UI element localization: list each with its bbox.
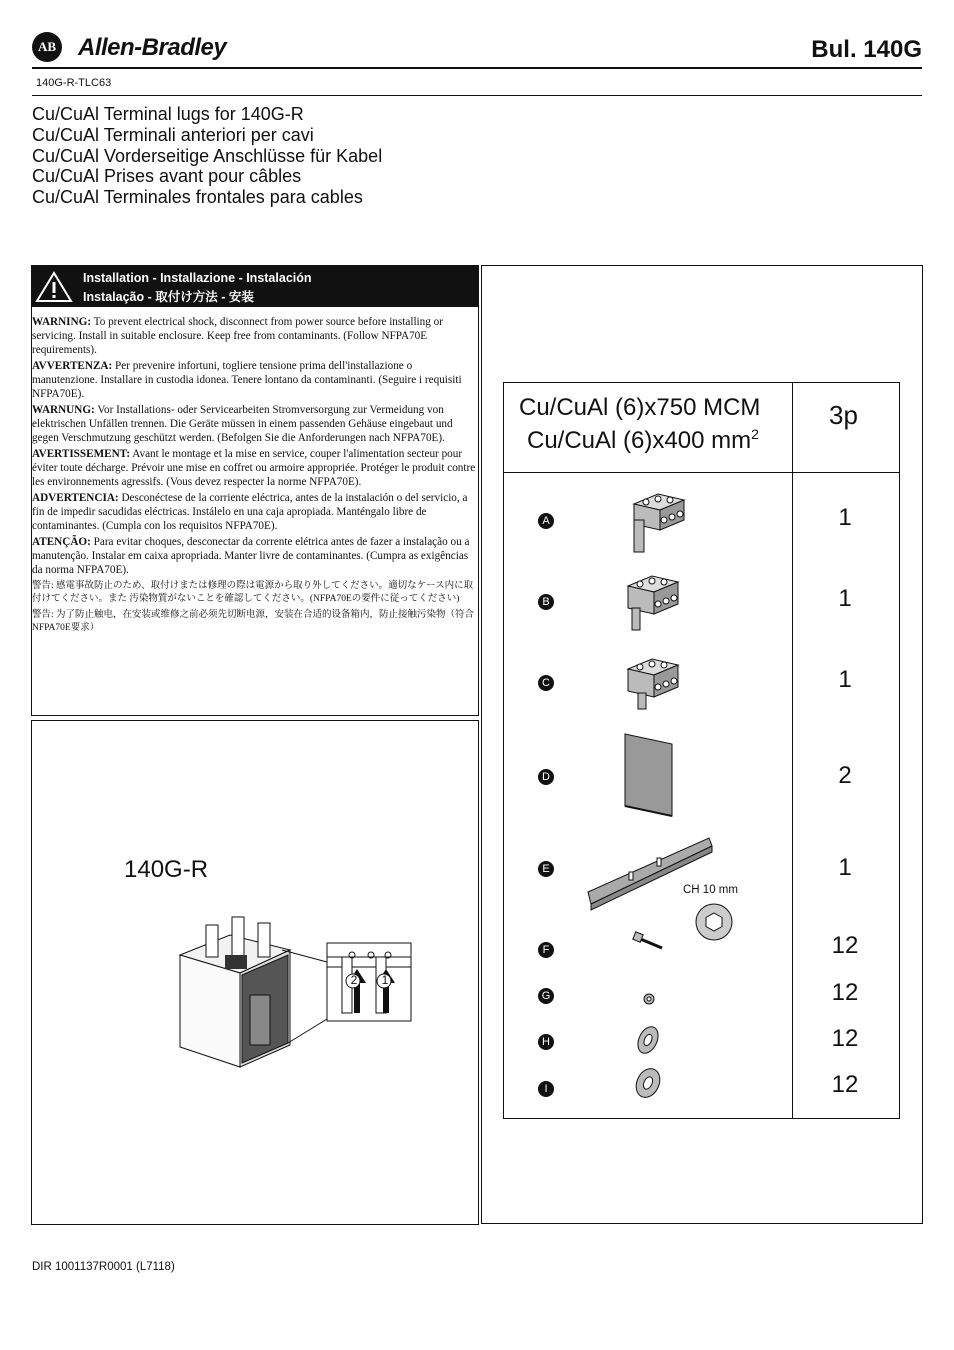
title-en: Cu/CuAl Terminal lugs for 140G-R <box>32 104 304 124</box>
bulletin-number: Bul. 140G <box>811 36 922 63</box>
wrench-size-label: CH 10 mm <box>683 884 738 896</box>
item-qty-e: 1 <box>838 854 852 881</box>
item-letter-g: G <box>538 988 554 1004</box>
cable-spec-mm2: Cu/CuAl (6)x400 $mm^2$ <box>527 426 759 454</box>
warning-text-block <box>32 315 478 637</box>
bolt-f-icon <box>632 930 666 952</box>
title-it: Cu/CuAl Terminali anteriori per cavi <box>32 124 314 145</box>
item-letter-h: H <box>538 1034 554 1050</box>
item-qty-i: 12 <box>831 1071 859 1098</box>
item-letter-a: A <box>538 513 554 529</box>
item-qty-h: 12 <box>831 1025 859 1052</box>
step-1-label: 1 <box>381 973 389 987</box>
title-fr: Cu/CuAl Prises avant pour câbles <box>32 166 302 187</box>
table-header-divider <box>503 472 900 473</box>
footer-code: DIR 1001137R0001 (L7118) <box>32 1261 175 1273</box>
warning-es: ADVERTENCIA: Desconéctese de la corriente eléctrica, antes de la instalación o del servicio, a fin de impedir sacudidas eléctricas. Instálelo en una caja apropiada. Manténgalo libre de contaminantes. (Cumpla con los requisitos NFPA70E). <box>32 492 468 532</box>
terminal-lug-a-icon <box>628 490 688 556</box>
terminal-lug-b-icon <box>624 572 684 634</box>
item-letter-b: B <box>538 594 554 610</box>
item-qty-c: 1 <box>838 666 852 693</box>
nut-g-icon <box>642 992 656 1006</box>
header-rule-secondary <box>32 95 922 96</box>
model-label: 140G-R <box>124 856 209 883</box>
header-rule <box>32 67 922 69</box>
brand-logo-icon: AB <box>32 32 62 62</box>
item-qty-a: 1 <box>838 504 852 531</box>
item-qty-d: 2 <box>838 762 852 789</box>
nut-socket-icon <box>694 902 734 942</box>
item-letter-f: F <box>538 942 554 958</box>
phase-barrier-d-icon <box>620 732 676 820</box>
warning-en: WARNING: To prevent electrical shock, disconnect from power source before installing or servicing. Install in suitable enclosure. Keep free from contaminants. (Follow NFPA70E requirements). <box>32 316 443 356</box>
washer-h-icon <box>634 1024 662 1056</box>
item-letter-d: D <box>538 769 554 785</box>
title-de: Cu/CuAl Vorderseitige Anschlüsse für Kabel <box>32 145 383 166</box>
warning-de: WARNUNG: Vor Installations- oder Servicearbeiten Stromversorgung zur Vermeidung von elektrischen Unfällen trennen. Die Geräte müssen in einem passenden Gehäuse eingebaut und gegen Verschmutzung geschützt werden. (Befolgen Sie die Anforderungen nach NFPA70E). <box>32 404 453 444</box>
item-letter-c: C <box>538 675 554 691</box>
cable-spec-mcm: Cu/CuAl (6)x750 MCM <box>519 394 761 421</box>
washer-i-icon <box>632 1066 664 1100</box>
document-id: 140G-R-TLC63 <box>36 77 112 89</box>
brand-name: Allen-Bradley <box>78 34 227 61</box>
warning-pt: ATENÇÃO: Para evitar choques, desconectar da corrente elétrica antes de fazer a instalação ou a manutenção. Instalar em caixa apropriada. Manter livre de contaminantes. (Cumpra as exigências da norma NFPA70E). <box>32 536 470 576</box>
item-qty-f: 12 <box>831 932 859 959</box>
table-column-divider <box>792 382 793 1119</box>
installation-header <box>31 266 479 307</box>
warning-it: AVVERTENZA: Per prevenire infortuni, togliere tensione prima dell'installazione o manutenzione. Installare in custodia idonea. Tenere lontano da contaminanti. (Seguire i requisiti NFPA70E). <box>32 360 462 400</box>
pole-count: 3p <box>829 400 858 430</box>
installation-header-line1: Installation - Installazione - Instalación <box>83 271 312 285</box>
step-2-label: 2 <box>350 973 358 987</box>
item-qty-b: 1 <box>838 585 852 612</box>
kit-contents-table <box>503 382 900 1119</box>
warning-fr: AVERTISSEMENT: Avant le montage et la mise en service, couper l'alimentation secteur pour éviter toute décharge. Prévoir une mise en coffret ou armoire appropriée. Protéger le produit contre les environnements agressifs. (Vous devez respecter la norme NFPA70E). <box>32 448 476 488</box>
warning-zh: 警告: 为了防止触电，在安装或维修之前必须先切断电源，安装在合适的设备箱内，防止接触污染物（符合NFPA70E要求） <box>32 610 475 633</box>
title-es: Cu/CuAl Terminales frontales para cables <box>32 187 363 208</box>
document-titles <box>32 104 382 208</box>
warning-triangle-icon <box>35 271 73 303</box>
warning-ja: 警告: 感電事故防止のため、取付けまたは修理の際は電源から取り外してください。適切なケース内に取付けてください。また 汚染物質がないことを確認してください。(NFPA70Eの要件に従ってください) <box>32 581 474 604</box>
breaker-illustration <box>170 915 420 1075</box>
terminal-lug-c-icon <box>624 655 684 713</box>
item-letter-e: E <box>538 861 554 877</box>
item-letter-i: I <box>538 1081 554 1097</box>
item-qty-g: 12 <box>831 979 859 1006</box>
installation-header-line2: Instalação - 取付け方法 - 安装 <box>83 290 254 304</box>
